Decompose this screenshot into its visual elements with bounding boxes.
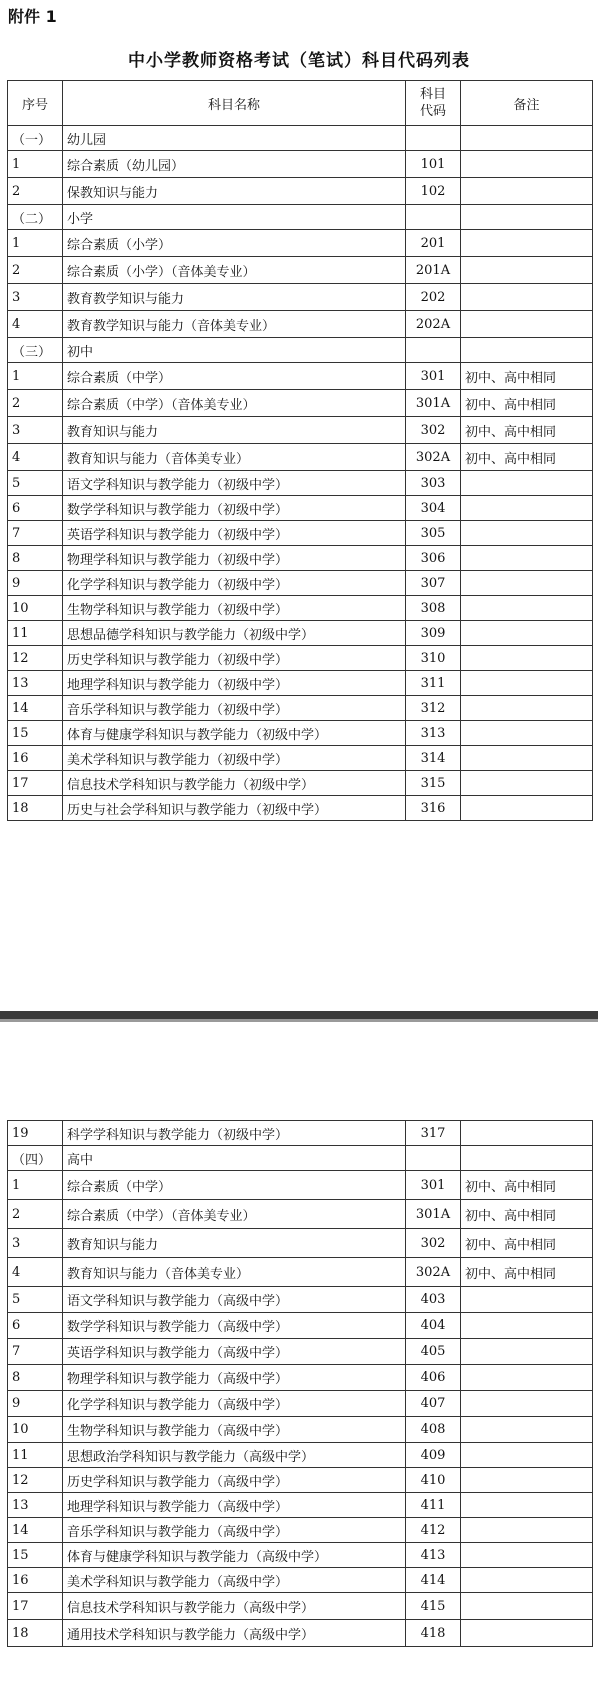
table-row xyxy=(8,390,593,417)
cell-remarks xyxy=(461,1121,593,1146)
table-row xyxy=(8,1171,593,1200)
cell-serial-number: 19 xyxy=(8,1121,63,1146)
table-row xyxy=(8,646,593,671)
cell-subject-code: 301A xyxy=(406,390,461,417)
cell-subject-name: 科学学科知识与教学能力（初级中学） xyxy=(63,1121,406,1146)
cell-subject-code xyxy=(406,338,461,363)
cell-subject-code: 201A xyxy=(406,257,461,284)
cell-serial-number: 15 xyxy=(8,1543,63,1568)
cell-serial-number: 16 xyxy=(8,1568,63,1593)
cell-remarks xyxy=(461,1443,593,1468)
cell-serial-number: 11 xyxy=(8,621,63,646)
cell-subject-code: 415 xyxy=(406,1593,461,1620)
table-row xyxy=(8,1200,593,1229)
table-row xyxy=(8,546,593,571)
cell-serial-number: 13 xyxy=(8,1493,63,1518)
cell-serial-number: 17 xyxy=(8,1593,63,1620)
cell-subject-name: 美术学科知识与教学能力（高级中学） xyxy=(63,1568,406,1593)
header-subject-code xyxy=(406,81,461,126)
table-row xyxy=(8,257,593,284)
cell-serial-number: 6 xyxy=(8,496,63,521)
cell-serial-number: 2 xyxy=(8,257,63,284)
table-row xyxy=(8,471,593,496)
cell-subject-code: 301 xyxy=(406,363,461,390)
cell-subject-code: 202 xyxy=(406,284,461,311)
cell-serial-number: （一） xyxy=(8,126,63,151)
cell-subject-name: 教育知识与能力（音体美专业） xyxy=(63,444,406,471)
cell-subject-code: 311 xyxy=(406,671,461,696)
cell-remarks xyxy=(461,338,593,363)
cell-subject-name: 生物学科知识与教学能力（高级中学） xyxy=(63,1417,406,1443)
cell-serial-number: 12 xyxy=(8,646,63,671)
cell-serial-number: 1 xyxy=(8,1171,63,1200)
table-row xyxy=(8,1287,593,1313)
cell-serial-number: 8 xyxy=(8,1365,63,1391)
cell-subject-name: 教育教学知识与能力（音体美专业） xyxy=(63,311,406,338)
cell-subject-name: 美术学科知识与教学能力（初级中学） xyxy=(63,746,406,771)
subject-code-table-page-1 xyxy=(7,80,593,821)
cell-subject-name: 信息技术学科知识与教学能力（高级中学） xyxy=(63,1593,406,1620)
cell-subject-code xyxy=(406,205,461,230)
section-row xyxy=(8,126,593,151)
cell-subject-name: 教育知识与能力 xyxy=(63,417,406,444)
header-remarks: 备注 xyxy=(461,81,593,126)
section-row xyxy=(8,338,593,363)
cell-subject-code: 410 xyxy=(406,1468,461,1493)
table-row xyxy=(8,1543,593,1568)
cell-remarks xyxy=(461,1146,593,1171)
cell-serial-number: 4 xyxy=(8,311,63,338)
table-row xyxy=(8,1518,593,1543)
subject-code-table-page-2 xyxy=(7,1120,593,1647)
cell-subject-code: 418 xyxy=(406,1620,461,1647)
cell-serial-number: 3 xyxy=(8,417,63,444)
table-row xyxy=(8,151,593,178)
cell-serial-number: （三） xyxy=(8,338,63,363)
cell-remarks xyxy=(461,311,593,338)
table-row xyxy=(8,521,593,546)
cell-subject-code: 301A xyxy=(406,1200,461,1229)
cell-remarks: 初中、高中相同 xyxy=(461,417,593,444)
cell-serial-number: 5 xyxy=(8,471,63,496)
table-row xyxy=(8,746,593,771)
cell-serial-number: 18 xyxy=(8,1620,63,1647)
cell-subject-name: 体育与健康学科知识与教学能力（初级中学） xyxy=(63,721,406,746)
cell-subject-name: 教育教学知识与能力 xyxy=(63,284,406,311)
cell-subject-name: 历史与社会学科知识与教学能力（初级中学） xyxy=(63,796,406,821)
cell-subject-code: 202A xyxy=(406,311,461,338)
cell-subject-name: 综合素质（中学） xyxy=(63,1171,406,1200)
header-subject-code-line1: 科目 xyxy=(419,87,446,102)
cell-subject-name: 综合素质（中学）（音体美专业） xyxy=(63,390,406,417)
cell-subject-code: 316 xyxy=(406,796,461,821)
cell-subject-name: 综合素质（小学） xyxy=(63,230,406,257)
table-row xyxy=(8,284,593,311)
cell-remarks: 初中、高中相同 xyxy=(461,1171,593,1200)
cell-subject-code: 315 xyxy=(406,771,461,796)
cell-subject-code: 309 xyxy=(406,621,461,646)
page-break-divider xyxy=(0,1011,598,1019)
table-row xyxy=(8,1229,593,1258)
cell-subject-code: 308 xyxy=(406,596,461,621)
cell-remarks xyxy=(461,496,593,521)
cell-subject-code: 314 xyxy=(406,746,461,771)
cell-serial-number: 14 xyxy=(8,696,63,721)
cell-subject-code: 414 xyxy=(406,1568,461,1593)
cell-subject-code: 310 xyxy=(406,646,461,671)
cell-remarks xyxy=(461,178,593,205)
cell-remarks xyxy=(461,671,593,696)
cell-serial-number: 8 xyxy=(8,546,63,571)
table-row xyxy=(8,1339,593,1365)
table-row xyxy=(8,1443,593,1468)
table-row xyxy=(8,1620,593,1647)
cell-subject-code: 403 xyxy=(406,1287,461,1313)
cell-serial-number: 6 xyxy=(8,1313,63,1339)
cell-remarks: 初中、高中相同 xyxy=(461,363,593,390)
table-row xyxy=(8,621,593,646)
cell-remarks xyxy=(461,471,593,496)
cell-remarks xyxy=(461,1365,593,1391)
cell-subject-code: 305 xyxy=(406,521,461,546)
cell-serial-number: 2 xyxy=(8,390,63,417)
cell-serial-number: 17 xyxy=(8,771,63,796)
table-row xyxy=(8,1593,593,1620)
cell-remarks xyxy=(461,571,593,596)
cell-subject-code: 405 xyxy=(406,1339,461,1365)
cell-subject-code: 101 xyxy=(406,151,461,178)
table-row xyxy=(8,1121,593,1146)
cell-serial-number: 4 xyxy=(8,1258,63,1287)
document-title: 中小学教师资格考试（笔试）科目代码列表 xyxy=(128,51,470,71)
table-row xyxy=(8,571,593,596)
cell-serial-number: 1 xyxy=(8,230,63,257)
cell-subject-name: 英语学科知识与教学能力（初级中学） xyxy=(63,521,406,546)
cell-remarks: 初中、高中相同 xyxy=(461,1200,593,1229)
cell-subject-code: 306 xyxy=(406,546,461,571)
table-row xyxy=(8,771,593,796)
cell-serial-number: 7 xyxy=(8,1339,63,1365)
cell-subject-name: 语文学科知识与教学能力（高级中学） xyxy=(63,1287,406,1313)
table-row xyxy=(8,230,593,257)
cell-subject-code: 302A xyxy=(406,444,461,471)
cell-subject-name: 化学学科知识与教学能力（高级中学） xyxy=(63,1391,406,1417)
cell-remarks xyxy=(461,230,593,257)
table-row xyxy=(8,311,593,338)
cell-serial-number: 2 xyxy=(8,178,63,205)
cell-remarks: 初中、高中相同 xyxy=(461,390,593,417)
cell-subject-code: 301 xyxy=(406,1171,461,1200)
cell-serial-number: 10 xyxy=(8,1417,63,1443)
table-row xyxy=(8,1391,593,1417)
cell-remarks xyxy=(461,546,593,571)
cell-remarks: 初中、高中相同 xyxy=(461,1229,593,1258)
cell-remarks xyxy=(461,771,593,796)
cell-remarks xyxy=(461,796,593,821)
cell-subject-name: 思想政治学科知识与教学能力（高级中学） xyxy=(63,1443,406,1468)
cell-remarks xyxy=(461,746,593,771)
cell-subject-name: 数学学科知识与教学能力（高级中学） xyxy=(63,1313,406,1339)
cell-subject-code: 102 xyxy=(406,178,461,205)
header-subject-code-line2: 代码 xyxy=(419,104,446,119)
cell-serial-number: 13 xyxy=(8,671,63,696)
cell-remarks xyxy=(461,1593,593,1620)
cell-subject-name: 综合素质（小学）（音体美专业） xyxy=(63,257,406,284)
cell-remarks xyxy=(461,621,593,646)
cell-subject-name: 信息技术学科知识与教学能力（初级中学） xyxy=(63,771,406,796)
cell-remarks xyxy=(461,1468,593,1493)
cell-subject-name: 历史学科知识与教学能力（初级中学） xyxy=(63,646,406,671)
cell-subject-code: 302 xyxy=(406,417,461,444)
cell-subject-code: 303 xyxy=(406,471,461,496)
table-row xyxy=(8,178,593,205)
cell-subject-name: 小学 xyxy=(63,205,406,230)
table-row xyxy=(8,1468,593,1493)
cell-remarks xyxy=(461,126,593,151)
cell-serial-number: 15 xyxy=(8,721,63,746)
table-row xyxy=(8,596,593,621)
cell-subject-name: 数学学科知识与教学能力（初级中学） xyxy=(63,496,406,521)
table-row xyxy=(8,1365,593,1391)
header-serial-number: 序号 xyxy=(8,81,63,126)
cell-subject-name: 高中 xyxy=(63,1146,406,1171)
cell-remarks xyxy=(461,1543,593,1568)
cell-serial-number: 14 xyxy=(8,1518,63,1543)
cell-remarks xyxy=(461,596,593,621)
table-row xyxy=(8,696,593,721)
cell-serial-number: 5 xyxy=(8,1287,63,1313)
table-row xyxy=(8,1493,593,1518)
section-row xyxy=(8,1146,593,1171)
cell-remarks xyxy=(461,646,593,671)
cell-subject-code: 317 xyxy=(406,1121,461,1146)
cell-subject-name: 幼儿园 xyxy=(63,126,406,151)
table-row xyxy=(8,671,593,696)
cell-remarks xyxy=(461,1391,593,1417)
cell-subject-name: 音乐学科知识与教学能力（初级中学） xyxy=(63,696,406,721)
cell-serial-number: 1 xyxy=(8,151,63,178)
section-row xyxy=(8,205,593,230)
table-row xyxy=(8,1417,593,1443)
cell-subject-name: 化学学科知识与教学能力（初级中学） xyxy=(63,571,406,596)
table-row xyxy=(8,417,593,444)
cell-remarks xyxy=(461,1313,593,1339)
cell-subject-code: 313 xyxy=(406,721,461,746)
cell-subject-code: 406 xyxy=(406,1365,461,1391)
table-row xyxy=(8,1568,593,1593)
cell-subject-code: 409 xyxy=(406,1443,461,1468)
cell-remarks xyxy=(461,151,593,178)
cell-remarks xyxy=(461,1568,593,1593)
cell-remarks xyxy=(461,1620,593,1647)
table-row xyxy=(8,721,593,746)
cell-serial-number: 10 xyxy=(8,596,63,621)
cell-serial-number: （二） xyxy=(8,205,63,230)
table-row xyxy=(8,1258,593,1287)
cell-subject-name: 初中 xyxy=(63,338,406,363)
cell-subject-name: 地理学科知识与教学能力（初级中学） xyxy=(63,671,406,696)
cell-serial-number: 3 xyxy=(8,1229,63,1258)
cell-serial-number: 7 xyxy=(8,521,63,546)
cell-subject-name: 综合素质（中学） xyxy=(63,363,406,390)
cell-subject-name: 物理学科知识与教学能力（高级中学） xyxy=(63,1365,406,1391)
cell-remarks xyxy=(461,257,593,284)
cell-remarks xyxy=(461,1518,593,1543)
table-row xyxy=(8,363,593,390)
cell-subject-code: 407 xyxy=(406,1391,461,1417)
cell-serial-number: 2 xyxy=(8,1200,63,1229)
cell-subject-code: 307 xyxy=(406,571,461,596)
header-subject-name: 科目名称 xyxy=(63,81,406,126)
cell-subject-code: 411 xyxy=(406,1493,461,1518)
cell-subject-code: 412 xyxy=(406,1518,461,1543)
cell-remarks: 初中、高中相同 xyxy=(461,444,593,471)
cell-subject-name: 教育知识与能力 xyxy=(63,1229,406,1258)
cell-remarks: 初中、高中相同 xyxy=(461,1258,593,1287)
page-break-shadow xyxy=(0,1019,598,1022)
cell-serial-number: （四） xyxy=(8,1146,63,1171)
cell-subject-code: 304 xyxy=(406,496,461,521)
cell-subject-code xyxy=(406,1146,461,1171)
cell-subject-code: 408 xyxy=(406,1417,461,1443)
cell-subject-name: 教育知识与能力（音体美专业） xyxy=(63,1258,406,1287)
cell-remarks xyxy=(461,1417,593,1443)
cell-serial-number: 12 xyxy=(8,1468,63,1493)
cell-serial-number: 18 xyxy=(8,796,63,821)
cell-remarks xyxy=(461,1339,593,1365)
cell-serial-number: 9 xyxy=(8,1391,63,1417)
cell-remarks xyxy=(461,205,593,230)
table-row xyxy=(8,1313,593,1339)
cell-subject-name: 语文学科知识与教学能力（初级中学） xyxy=(63,471,406,496)
table-row xyxy=(8,796,593,821)
cell-subject-name: 地理学科知识与教学能力（高级中学） xyxy=(63,1493,406,1518)
cell-serial-number: 16 xyxy=(8,746,63,771)
cell-remarks xyxy=(461,696,593,721)
cell-subject-name: 保教知识与能力 xyxy=(63,178,406,205)
cell-serial-number: 1 xyxy=(8,363,63,390)
table-row xyxy=(8,496,593,521)
cell-subject-name: 历史学科知识与教学能力（高级中学） xyxy=(63,1468,406,1493)
cell-subject-name: 综合素质（中学）（音体美专业） xyxy=(63,1200,406,1229)
cell-subject-name: 思想品德学科知识与教学能力（初级中学） xyxy=(63,621,406,646)
cell-subject-code: 302A xyxy=(406,1258,461,1287)
cell-serial-number: 9 xyxy=(8,571,63,596)
cell-remarks xyxy=(461,721,593,746)
cell-subject-name: 生物学科知识与教学能力（初级中学） xyxy=(63,596,406,621)
cell-subject-name: 体育与健康学科知识与教学能力（高级中学） xyxy=(63,1543,406,1568)
cell-subject-code: 302 xyxy=(406,1229,461,1258)
cell-subject-name: 通用技术学科知识与教学能力（高级中学） xyxy=(63,1620,406,1647)
cell-subject-name: 综合素质（幼儿园） xyxy=(63,151,406,178)
cell-remarks xyxy=(461,521,593,546)
cell-subject-name: 物理学科知识与教学能力（初级中学） xyxy=(63,546,406,571)
cell-subject-name: 音乐学科知识与教学能力（高级中学） xyxy=(63,1518,406,1543)
attachment-label: 附件 1 xyxy=(8,7,57,26)
cell-serial-number: 11 xyxy=(8,1443,63,1468)
cell-subject-code: 312 xyxy=(406,696,461,721)
cell-remarks xyxy=(461,284,593,311)
cell-subject-code xyxy=(406,126,461,151)
table-row xyxy=(8,444,593,471)
cell-remarks xyxy=(461,1493,593,1518)
cell-subject-code: 201 xyxy=(406,230,461,257)
cell-subject-code: 413 xyxy=(406,1543,461,1568)
table-header-row xyxy=(8,81,593,126)
cell-serial-number: 3 xyxy=(8,284,63,311)
cell-subject-code: 404 xyxy=(406,1313,461,1339)
cell-serial-number: 4 xyxy=(8,444,63,471)
cell-subject-name: 英语学科知识与教学能力（高级中学） xyxy=(63,1339,406,1365)
cell-remarks xyxy=(461,1287,593,1313)
